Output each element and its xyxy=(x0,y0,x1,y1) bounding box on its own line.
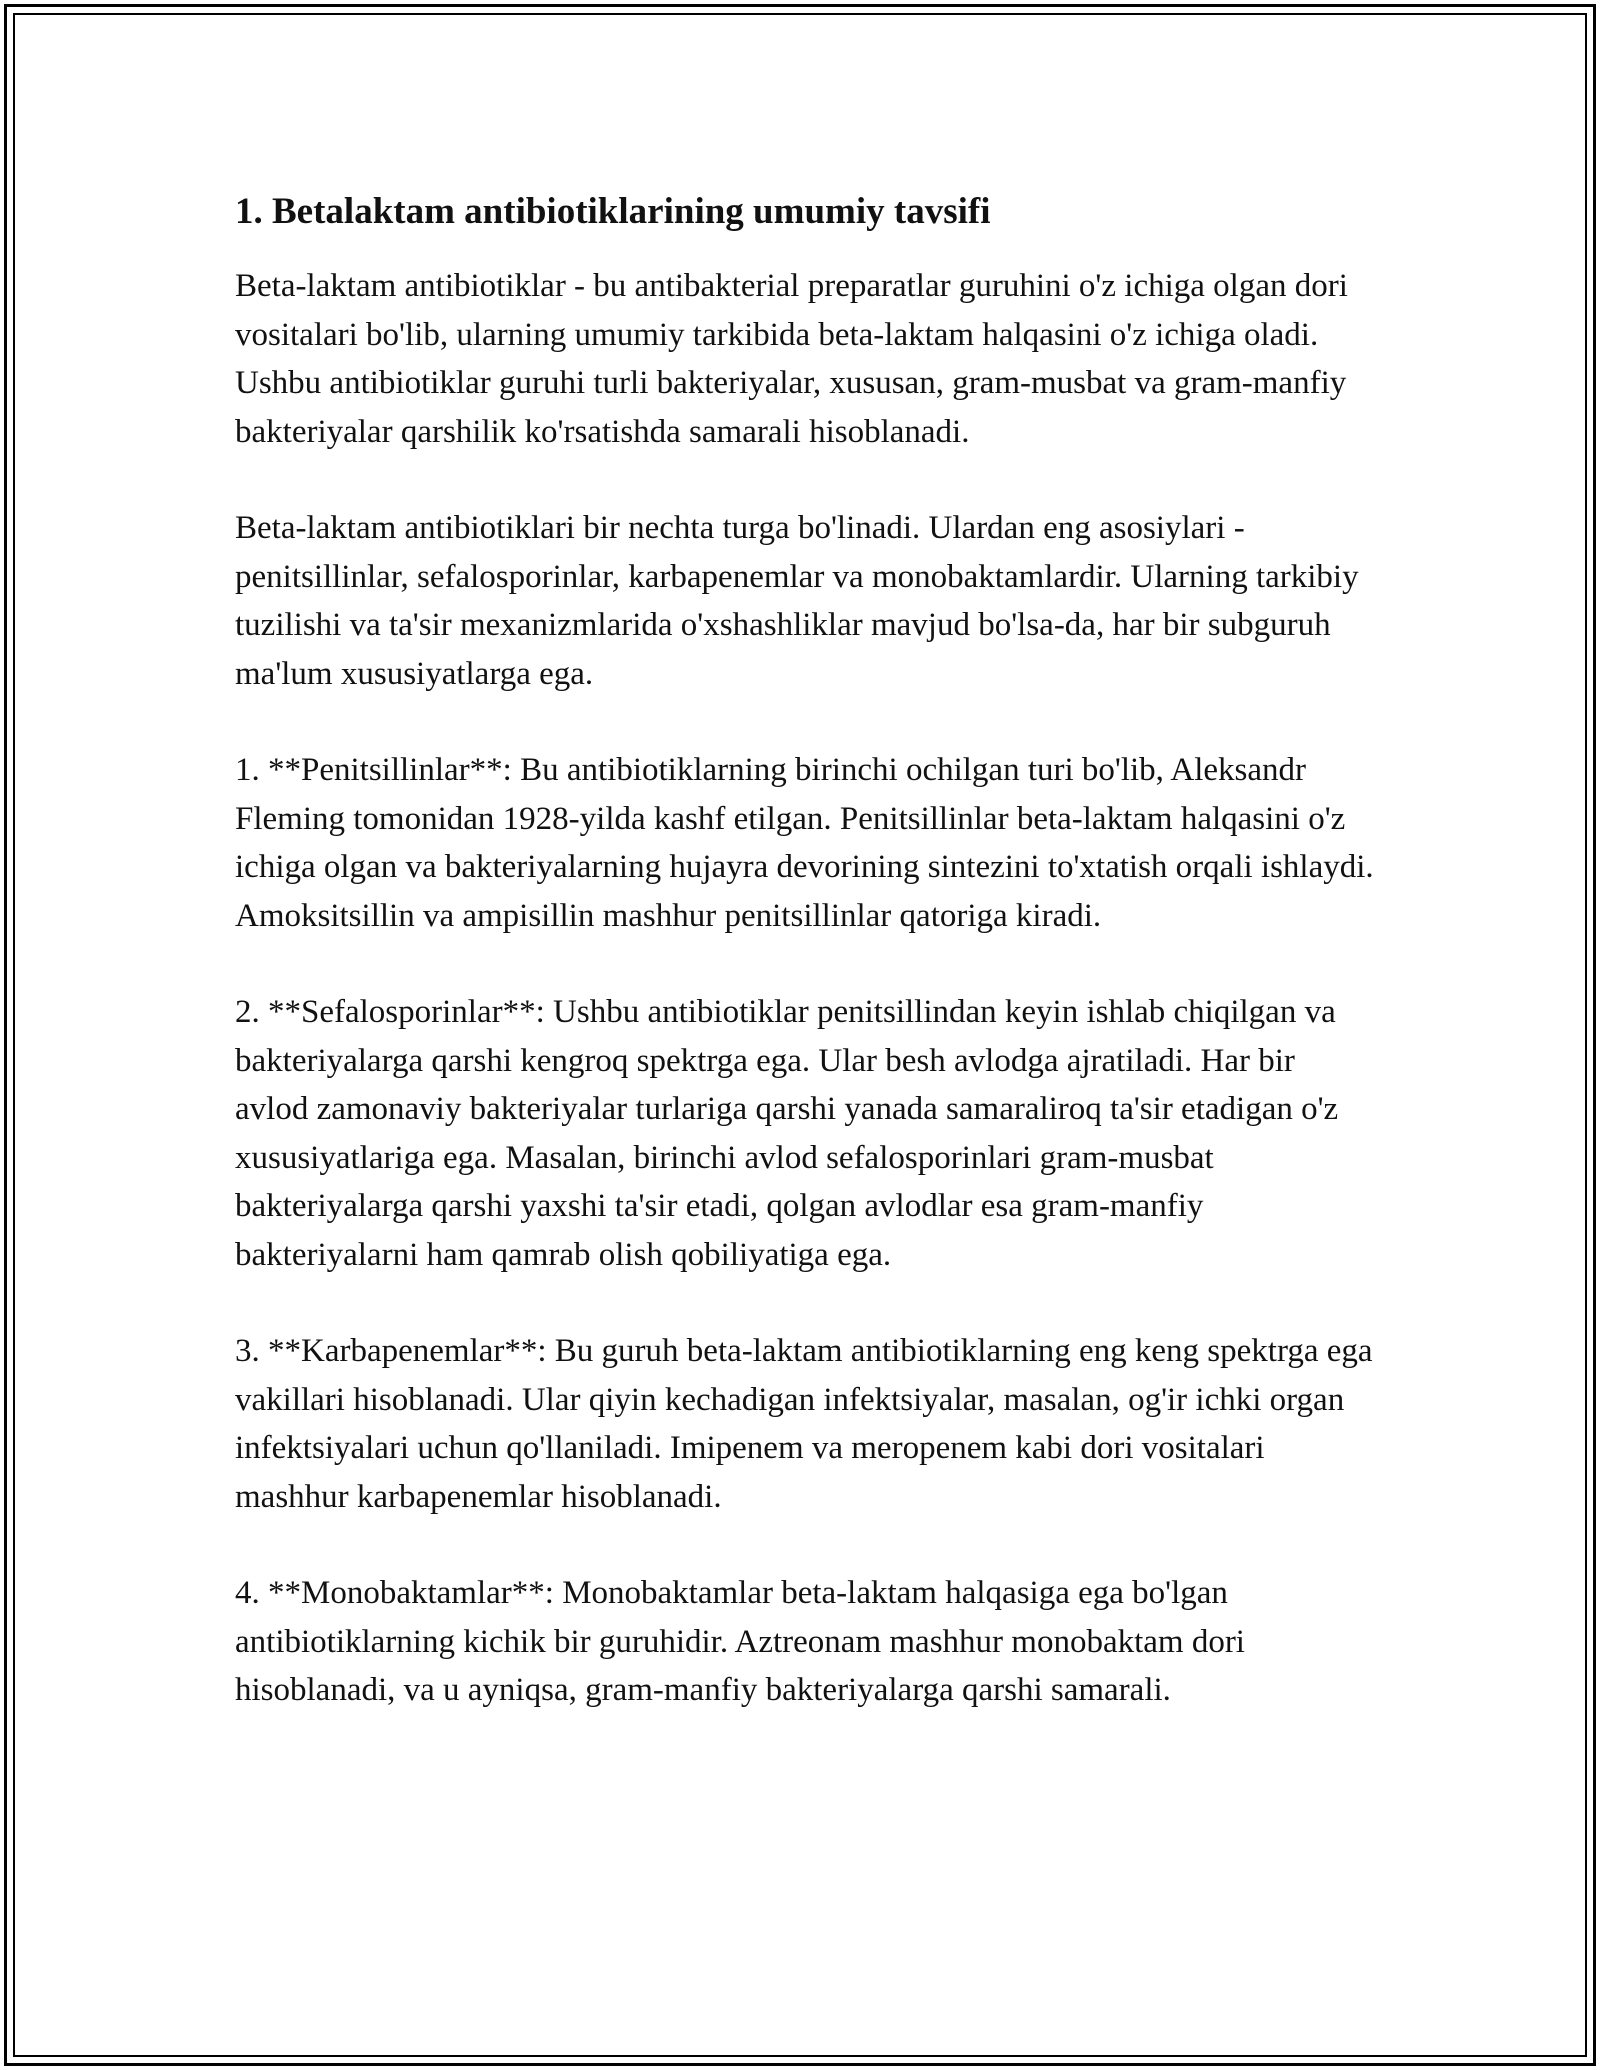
paragraph-intro: Beta-laktam antibiotiklar - bu antibakterial preparatlar guruhini o'z ichiga olgan dori vositalari bo'lib, ularning umumiy tarkibida beta-laktam halqasini o'z ichiga oladi. Ushbu antibiotiklar guruhi turli bakteriyalar, xususan, gram-musbat va gram-manfiy bakteriyalar qarshilik ko'rsatishda samarali hisoblanadi. xyxy=(235,268,1348,450)
paragraph-types: Beta-laktam antibiotiklari bir nechta turga bo'linadi. Ulardan eng asosiylari - penitsillinlar, sefalosporinlar, karbapenemlar va monobaktamlardir. Ularning tarkibiy tuzilishi va ta'sir mexanizmlarida o'xshashliklar mavjud bo'lsa-da, har bir subguruh ma'lum xususiyatlarga ega. xyxy=(235,510,1359,692)
paragraph-penicillins: 1. **Penitsillinlar**: Bu antibiotiklarning birinchi ochilgan turi bo'lib, Aleksandr Fleming tomonidan 1928-yilda kashf etilgan. Penitsillinlar beta-laktam halqasini o'z ichiga olgan va bakteriyalarning hujayra devorining sintezini to'xtatish orqali ishlaydi. Amoksitsillin va ampisillin mashhur penitsillinlar qatoriga kiradi. xyxy=(235,752,1374,934)
section-heading: 1. Betalaktam antibiotiklarining umumiy tavsifi xyxy=(235,191,991,232)
paragraph-cephalosporins: 2. **Sefalosporinlar**: Ushbu antibiotiklar penitsillindan keyin ishlab chiqilgan va bakteriyalarga qarshi kengroq spektrga ega. Ular besh avlodga ajratiladi. Har bir avlod zamonaviy bakteriyalar turlariga qarshi yanada samaraliroq ta'sir etadigan o'z xususiyatlariga ega. Masalan, birinchi avlod sefalosporinlari gram-musbat bakteriyalarga qarshi yaxshi ta'sir etadi, qolgan avlodlar esa gram-manfiy bakteriyalarni ham qamrab olish qobiliyatiga ega. xyxy=(235,994,1339,1273)
document-body xyxy=(235,184,1375,1715)
paragraph-monobactams: 4. **Monobaktamlar**: Monobaktamlar beta-laktam halqasiga ega bo'lgan antibiotiklarning kichik bir guruhidir. Aztreonam mashhur monobaktam dori hisoblanadi, va u ayniqsa, gram-manfiy bakteriyalarga qarshi samarali. xyxy=(235,1575,1245,1708)
paragraph-carbapenems: 3. **Karbapenemlar**: Bu guruh beta-laktam antibiotiklarning eng keng spektrga ega vakillari hisoblanadi. Ular qiyin kechadigan infektsiyalar, masalan, og'ir ichki organ infektsiyalari uchun qo'llaniladi. Imipenem va meropenem kabi dori vositalari mashhur karbapenemlar hisoblanadi. xyxy=(235,1333,1373,1515)
